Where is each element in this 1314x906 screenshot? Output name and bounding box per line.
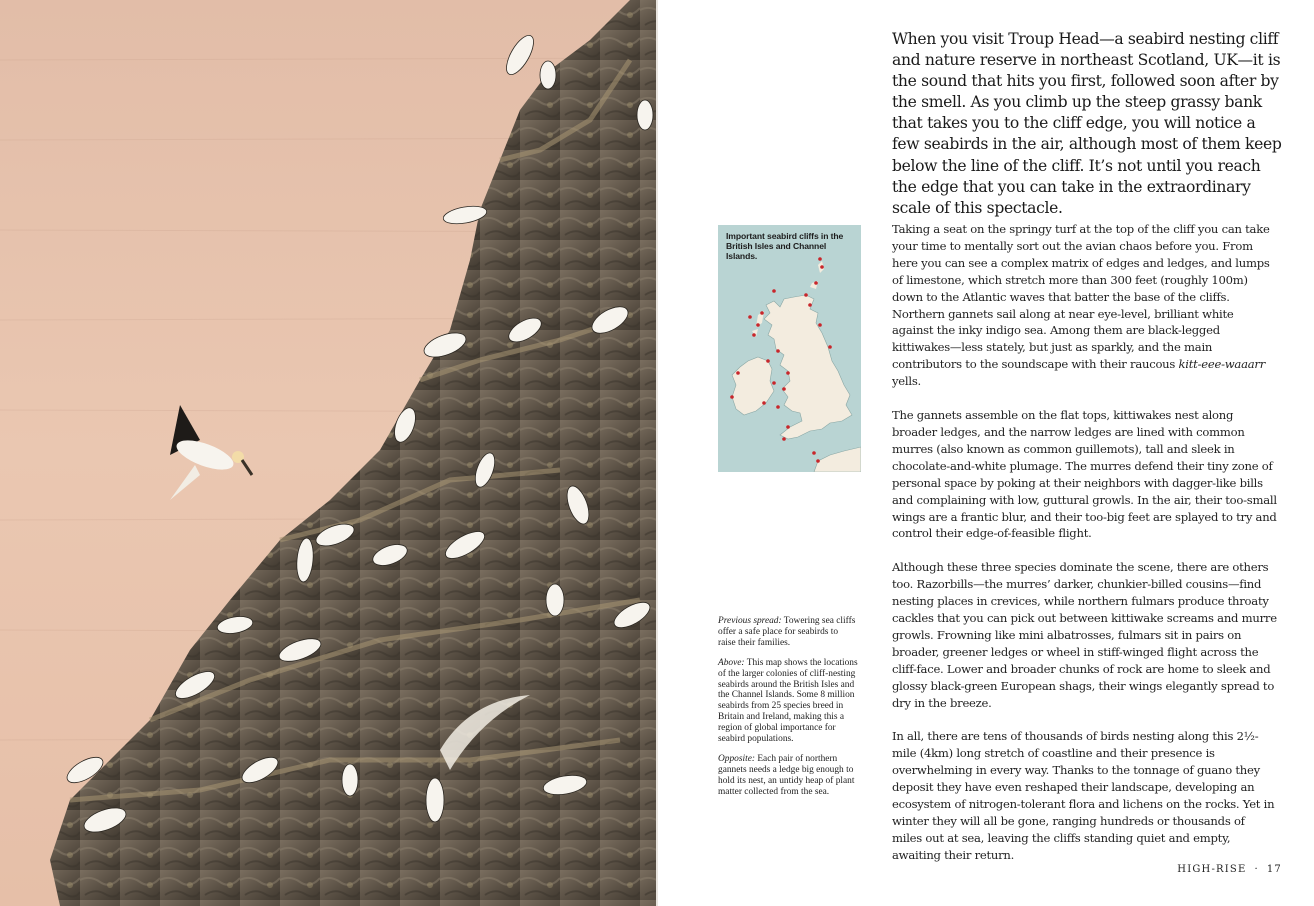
map-title: Important seabird cliffs in the British Isles and Channel Islands. [726, 231, 844, 261]
caption-opposite: Opposite: Each pair of northern gannets needs a ledge big enough to hold its nest, an untidy heap of plant matter collected from the sea. [718, 753, 855, 797]
footer-separator: · [1254, 864, 1259, 875]
page-number: 17 [1266, 864, 1282, 875]
caption-previous-spread: Previous spread: Towering sea cliffs offer a safe place for seabirds to raise their families. [718, 616, 856, 648]
caption-above: Above: This map shows the locations of the larger colonies of cliff-nesting seabirds around the British Isles and the Channel Islands. Some 8 million seabirds from 25 species breed in Britain and Ireland, making this a region of global importance for seabird populations. [718, 657, 858, 745]
body-paragraph-3: Although these three species dominate the scene, there are others too. Razorbills—the murres’ darker, chunkier-billed cousins—find nesting places in crevices, while northern fulmars produce throaty cackles that you can pick out between kittiwake screams and murre growls. Frowning like mini albatrosses, fulmars sit in pairs on broader, greener ledges or wheel in stiff-winged flight across the cliff-face. Lower and broader chunks of rock are home to sleek and glossy black-green European shags, their wings elegantly spread to dry in the breeze. [892, 560, 1277, 710]
page-gutter [656, 0, 658, 906]
article-body [892, 221, 1277, 881]
lead-paragraph: When you visit Troup Head—a seabird nesting cliff and nature reserve in northeast Scotland, UK—it is the sound that hits you first, followed soon after by the smell. As you climb up the steep grassy bank that takes you to the cliff edge, you will notice a few seabirds in the air, although most of them keep below the line of the cliff. It’s not until you reach the edge that you can take in the extraordinary scale of this spectacle. [892, 30, 1282, 217]
british-isles-map [718, 225, 861, 472]
body-paragraph-1: Taking a seat on the springy turf at the top of the cliff you can take your time to mentally sort out the avian chaos before you. From here you can see a complex matrix of edges and ledges, and lumps of limestone, which stretch more than 300 feet (roughly 100m) down to the Atlantic waves that batter the base of the cliffs. Northern gannets sail along at near eye-level, brilliant white against the inky indigo sea. Among them are black-legged kittiwakes—less stately, but just as sparkly, and the main contributors to the soundscape with their raucous kitt-eee-waaarr yells. [892, 222, 1270, 389]
body-paragraph-4: In all, there are tens of thousands of birds nesting along this 2½-mile (4km) long stretch of coastline and their presence is overwhelming in every way. Thanks to the tonnage of guano they deposit they have even reshaped their landscape, developing an ecosystem of nitrogen-tolerant flora and lichens on the rocks. Yet in winter they will all be gone, ranging hundreds or thousands of miles out at sea, leaving the cliffs standing quiet and empty, awaiting their return. [892, 729, 1275, 862]
page-footer [1177, 864, 1282, 875]
section-title: HIGH-RISE [1177, 864, 1247, 875]
seabird-cliffs-map [718, 225, 861, 472]
photo-captions [718, 616, 858, 807]
body-paragraph-2: The gannets assemble on the flat tops, kittiwakes nest along broader ledges, and the narrow ledges are lined with common murres (also known as common guillemots), tall and sleek in chocolate-and-white plumage. The murres defend their tiny zone of personal space by poking at their neighbors with dagger-like bills and complaining with low, guttural growls. In the air, their too-small wings are a frantic blur, and their too-big feet are splayed to try and control their edge-of-feasible flight. [892, 408, 1277, 541]
